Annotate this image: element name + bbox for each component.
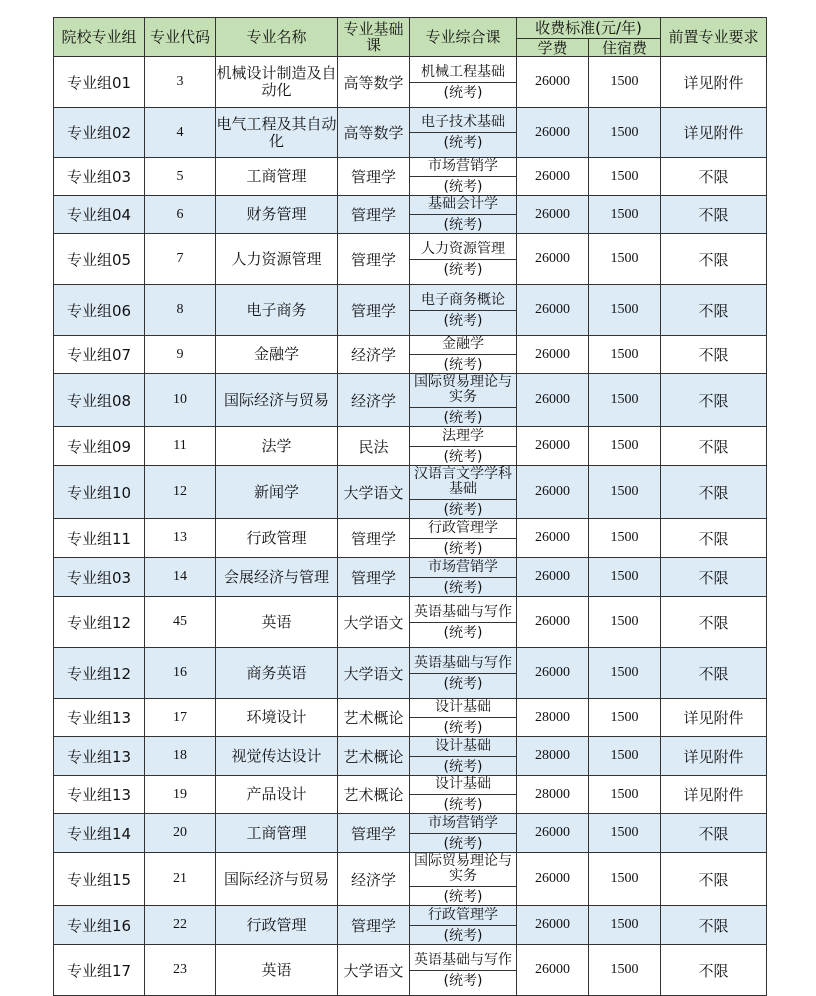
cell-comp-course [410,158,517,196]
cell-tuition: 26000 [517,427,589,466]
cell-basic-course: 艺术概论 [338,699,410,737]
cell-comp-course [410,427,517,466]
cell-housing: 1500 [589,519,661,558]
course-exam-type: (统考) [443,312,483,329]
cell-tuition: 26000 [517,196,589,234]
course-exam-type: (统考) [443,448,483,465]
course-name: 英语基础与写作 [410,604,516,623]
cell-prereq: 详见附件 [661,699,767,737]
cell-tuition: 26000 [517,945,589,996]
cell-code: 19 [145,776,216,814]
table-row [54,853,767,906]
course-exam-type: (统考) [443,179,483,195]
cell-prereq: 不限 [661,814,767,853]
course-exam-type: (统考) [443,927,483,944]
cell-code: 12 [145,466,216,519]
cell-group: 专业组12 [54,648,145,699]
cell-prereq: 不限 [661,336,767,374]
cell-housing: 1500 [589,108,661,158]
cell-comp-course [410,699,517,737]
cell-prereq: 不限 [661,519,767,558]
cell-major: 人力资源管理 [216,234,338,285]
table-row [54,374,767,427]
course-exam-type: (统考) [443,579,483,596]
cell-group: 专业组13 [54,699,145,737]
course-exam-type: (统考) [443,84,483,101]
table-row [54,336,767,374]
cell-basic-course: 大学语文 [338,945,410,996]
cell-group: 专业组02 [54,108,145,158]
cell-housing: 1500 [589,57,661,108]
cell-comp-course [410,57,517,108]
header-prereq: 前置专业要求 [661,18,767,57]
cell-prereq: 不限 [661,427,767,466]
table-row [54,648,767,699]
cell-major: 商务英语 [216,648,338,699]
course-name: 法理学 [410,428,516,447]
cell-tuition: 26000 [517,158,589,196]
cell-group: 专业组04 [54,196,145,234]
cell-group: 专业组10 [54,466,145,519]
table-row [54,108,767,158]
cell-housing: 1500 [589,374,661,427]
cell-comp-course [410,814,517,853]
cell-comp-course [410,945,517,996]
cell-code: 9 [145,336,216,374]
cell-tuition: 26000 [517,234,589,285]
cell-housing: 1500 [589,466,661,519]
cell-major: 英语 [216,945,338,996]
cell-major: 英语 [216,597,338,648]
cell-code: 23 [145,945,216,996]
course-name: 英语基础与写作 [410,655,516,674]
cell-tuition: 26000 [517,906,589,945]
cell-basic-course: 大学语文 [338,648,410,699]
cell-major: 电子商务 [216,285,338,336]
cell-code: 14 [145,558,216,597]
table-row [54,196,767,234]
cell-prereq: 不限 [661,906,767,945]
cell-major: 电气工程及其自动化 [216,108,338,158]
cell-housing: 1500 [589,285,661,336]
course-exam-type: (统考) [443,624,483,641]
cell-housing: 1500 [589,427,661,466]
cell-code: 4 [145,108,216,158]
table-row [54,945,767,996]
header-basic-course: 专业基础课 [338,18,410,57]
table-row [54,427,767,466]
cell-basic-course: 艺术概论 [338,737,410,776]
table-row [54,234,767,285]
cell-prereq: 不限 [661,158,767,196]
cell-code: 45 [145,597,216,648]
table-row [54,285,767,336]
cell-basic-course: 艺术概论 [338,776,410,814]
cell-major: 产品设计 [216,776,338,814]
course-exam-type: (统考) [443,675,483,692]
cell-tuition: 26000 [517,57,589,108]
cell-basic-course: 管理学 [338,196,410,234]
table-row [54,57,767,108]
course-name: 基础会计学 [410,196,516,215]
course-exam-type: (统考) [443,797,483,813]
cell-prereq: 详见附件 [661,776,767,814]
cell-basic-course: 经济学 [338,374,410,427]
cell-group: 专业组14 [54,814,145,853]
header-major: 专业名称 [216,18,338,57]
cell-housing: 1500 [589,906,661,945]
cell-major: 工商管理 [216,814,338,853]
cell-group: 专业组11 [54,519,145,558]
cell-comp-course [410,558,517,597]
cell-group: 专业组08 [54,374,145,427]
cell-comp-course [410,853,517,906]
cell-group: 专业组12 [54,597,145,648]
cell-prereq: 不限 [661,374,767,427]
cell-basic-course: 高等数学 [338,57,410,108]
cell-code: 7 [145,234,216,285]
course-exam-type: (统考) [443,720,483,736]
cell-major: 法学 [216,427,338,466]
course-name: 人力资源管理 [410,241,516,260]
cell-major: 工商管理 [216,158,338,196]
cell-code: 13 [145,519,216,558]
cell-housing: 1500 [589,196,661,234]
cell-group: 专业组06 [54,285,145,336]
table-row [54,597,767,648]
table-row [54,737,767,776]
cell-housing: 1500 [589,648,661,699]
cell-housing: 1500 [589,776,661,814]
course-name: 市场营销学 [410,815,516,834]
cell-major: 国际经济与贸易 [216,374,338,427]
cell-comp-course [410,906,517,945]
cell-group: 专业组13 [54,776,145,814]
cell-major: 行政管理 [216,906,338,945]
course-name: 市场营销学 [410,559,516,578]
course-name: 电子技术基础 [410,114,516,133]
table-row [54,558,767,597]
cell-housing: 1500 [589,336,661,374]
header-comp-course: 专业综合课 [410,18,517,57]
cell-comp-course [410,737,517,776]
cell-tuition: 26000 [517,519,589,558]
cell-comp-course [410,108,517,158]
cell-prereq: 不限 [661,945,767,996]
cell-major: 新闻学 [216,466,338,519]
cell-tuition: 26000 [517,374,589,427]
cell-housing: 1500 [589,158,661,196]
header-housing: 住宿费 [589,39,661,57]
cell-code: 3 [145,57,216,108]
table-row [54,776,767,814]
cell-tuition: 26000 [517,558,589,597]
table-row [54,466,767,519]
table-row [54,519,767,558]
cell-code: 22 [145,906,216,945]
course-name: 金融学 [410,336,516,355]
cell-prereq: 不限 [661,597,767,648]
course-exam-type: (统考) [443,502,483,518]
cell-prereq: 详见附件 [661,108,767,158]
course-name: 行政管理学 [410,520,516,539]
cell-code: 20 [145,814,216,853]
cell-basic-course: 经济学 [338,336,410,374]
cell-code: 11 [145,427,216,466]
course-exam-type: (统考) [443,261,483,278]
table-row [54,158,767,196]
cell-major: 国际经济与贸易 [216,853,338,906]
cell-basic-course: 大学语文 [338,466,410,519]
course-exam-type: (统考) [443,357,483,373]
cell-basic-course: 管理学 [338,158,410,196]
cell-tuition: 28000 [517,737,589,776]
course-name: 设计基础 [410,738,516,757]
cell-group: 专业组13 [54,737,145,776]
cell-group: 专业组15 [54,853,145,906]
cell-comp-course [410,285,517,336]
admission-table [53,17,767,996]
cell-basic-course: 管理学 [338,558,410,597]
cell-prereq: 详见附件 [661,57,767,108]
cell-prereq: 不限 [661,648,767,699]
cell-comp-course [410,374,517,427]
cell-code: 17 [145,699,216,737]
cell-comp-course [410,519,517,558]
course-exam-type: (统考) [443,835,483,852]
cell-comp-course [410,776,517,814]
cell-basic-course: 管理学 [338,906,410,945]
cell-tuition: 26000 [517,597,589,648]
cell-tuition: 26000 [517,648,589,699]
cell-code: 6 [145,196,216,234]
course-name: 市场营销学 [410,158,516,177]
cell-comp-course [410,196,517,234]
cell-housing: 1500 [589,853,661,906]
header-fee-standard: 收费标准(元/年) [517,18,661,39]
header-group: 院校专业组 [54,18,145,57]
cell-group: 专业组16 [54,906,145,945]
cell-prereq: 不限 [661,196,767,234]
cell-basic-course: 民法 [338,427,410,466]
course-name: 设计基础 [410,776,516,795]
table-row [54,906,767,945]
cell-basic-course: 管理学 [338,519,410,558]
cell-prereq: 详见附件 [661,737,767,776]
cell-prereq: 不限 [661,234,767,285]
cell-tuition: 26000 [517,336,589,374]
cell-major: 环境设计 [216,699,338,737]
course-exam-type: (统考) [443,972,483,989]
cell-tuition: 26000 [517,285,589,336]
course-name: 英语基础与写作 [410,952,516,971]
cell-housing: 1500 [589,945,661,996]
cell-tuition: 26000 [517,108,589,158]
cell-group: 专业组09 [54,427,145,466]
cell-basic-course: 管理学 [338,285,410,336]
cell-group: 专业组03 [54,558,145,597]
cell-basic-course: 管理学 [338,234,410,285]
course-exam-type: (统考) [443,889,483,905]
cell-prereq: 不限 [661,558,767,597]
cell-housing: 1500 [589,558,661,597]
course-name: 国际贸易理论与实务 [410,853,516,887]
cell-major: 财务管理 [216,196,338,234]
cell-comp-course [410,597,517,648]
cell-code: 5 [145,158,216,196]
cell-comp-course [410,466,517,519]
cell-housing: 1500 [589,699,661,737]
cell-housing: 1500 [589,234,661,285]
cell-group: 专业组05 [54,234,145,285]
header-tuition: 学费 [517,39,589,57]
course-exam-type: (统考) [443,410,483,426]
course-exam-type: (统考) [443,135,483,151]
cell-prereq: 不限 [661,285,767,336]
cell-tuition: 26000 [517,814,589,853]
cell-prereq: 不限 [661,466,767,519]
cell-major: 机械设计制造及自动化 [216,57,338,108]
cell-comp-course [410,234,517,285]
cell-major: 行政管理 [216,519,338,558]
cell-tuition: 28000 [517,776,589,814]
course-exam-type: (统考) [443,758,483,775]
course-exam-type: (统考) [443,540,483,557]
cell-comp-course [410,648,517,699]
table-row [54,699,767,737]
cell-basic-course: 管理学 [338,814,410,853]
cell-prereq: 不限 [661,853,767,906]
header-code: 专业代码 [145,18,216,57]
course-name: 机械工程基础 [410,64,516,83]
cell-tuition: 28000 [517,699,589,737]
cell-group: 专业组17 [54,945,145,996]
course-name: 设计基础 [410,699,516,718]
cell-code: 18 [145,737,216,776]
cell-code: 21 [145,853,216,906]
cell-code: 10 [145,374,216,427]
course-name: 国际贸易理论与实务 [410,374,516,408]
cell-housing: 1500 [589,737,661,776]
cell-group: 专业组03 [54,158,145,196]
cell-basic-course: 大学语文 [338,597,410,648]
cell-comp-course [410,336,517,374]
cell-group: 专业组07 [54,336,145,374]
table-row [54,814,767,853]
course-name: 汉语言文学学科基础 [410,466,516,500]
cell-housing: 1500 [589,814,661,853]
cell-major: 视觉传达设计 [216,737,338,776]
cell-basic-course: 经济学 [338,853,410,906]
cell-tuition: 26000 [517,466,589,519]
cell-group: 专业组01 [54,57,145,108]
cell-code: 8 [145,285,216,336]
cell-basic-course: 高等数学 [338,108,410,158]
course-name: 电子商务概论 [410,292,516,311]
course-exam-type: (统考) [443,217,483,233]
cell-major: 会展经济与管理 [216,558,338,597]
cell-housing: 1500 [589,597,661,648]
cell-tuition: 26000 [517,853,589,906]
cell-major: 金融学 [216,336,338,374]
cell-code: 16 [145,648,216,699]
course-name: 行政管理学 [410,907,516,926]
